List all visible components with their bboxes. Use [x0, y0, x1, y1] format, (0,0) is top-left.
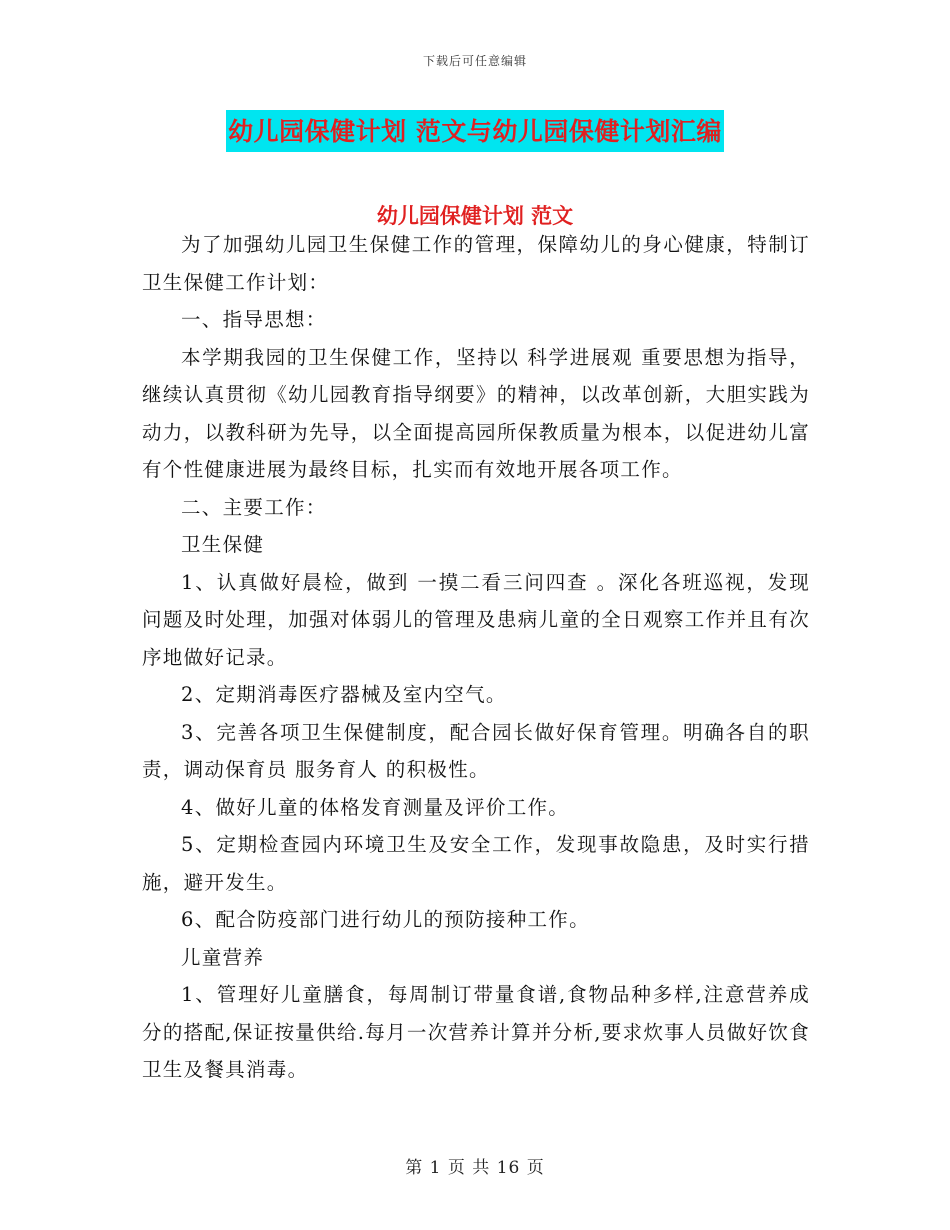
- list-item-health-1: 1、认真做好晨检，做到 一摸二看三问四查 。深化各班巡视，发现问题及时处理，加强对体弱儿的管理及患病儿童的全日观察工作并且有次序地做好记录。: [142, 570, 810, 669]
- subheading-child-nutrition: 儿童营养: [181, 945, 265, 969]
- header-note: 下载后可任意编辑: [422, 54, 527, 68]
- paragraph-guiding-ideology: 本学期我园的卫生保健工作，坚持以 科学进展观 重要思想为指导，继续认真贯彻《幼儿园教育指导纲要》的精神，以改革创新，大胆实践为动力，以教科研为先导，以全面提高园所保教质量为根本，以促进幼儿富有个性健康进展为最终目标，扎实而有效地开展各项工作。: [142, 345, 810, 481]
- list-item-health-2: 2、定期消毒医疗器械及室内空气。: [181, 683, 507, 706]
- paragraph-intro: 为了加强幼儿园卫生保健工作的管理，保障幼儿的身心健康，特制订卫生保健工作计划：: [142, 233, 810, 294]
- document-body: [142, 226, 810, 1089]
- list-item-nutrition-1: 1、管理好儿童膳食，每周制订带量食谱,食物品种多样,注意营养成分的搭配,保证按量供给.每月一次营养计算并分析,要求炊事人员做好饮食卫生及餐具消毒。: [142, 983, 810, 1081]
- main-title: 幼儿园保健计划 范文与幼儿园保健计划汇编: [226, 110, 724, 152]
- section-title: 幼儿园保健计划 范文: [376, 204, 574, 228]
- page-number: 第 1 页 共 16 页: [405, 1158, 545, 1178]
- list-item-health-3: 3、完善各项卫生保健制度，配合园长做好保育管理。明确各自的职责，调动保育员 服务育人 的积极性。: [142, 720, 810, 781]
- list-item-health-5: 5、定期检查园内环境卫生及安全工作，发现事故隐患，及时实行措施，避开发生。: [142, 833, 810, 894]
- subheading-health-care: 卫生保健: [181, 533, 265, 556]
- heading-main-work: 二、主要工作：: [181, 495, 327, 519]
- main-title-container: [0, 110, 950, 152]
- list-item-health-6: 6、配合防疫部门进行幼儿的预防接种工作。: [181, 908, 590, 931]
- list-item-health-4: 4、做好儿童的体格发育测量及评价工作。: [181, 795, 570, 819]
- heading-guiding-ideology: 一、指导思想：: [181, 308, 327, 331]
